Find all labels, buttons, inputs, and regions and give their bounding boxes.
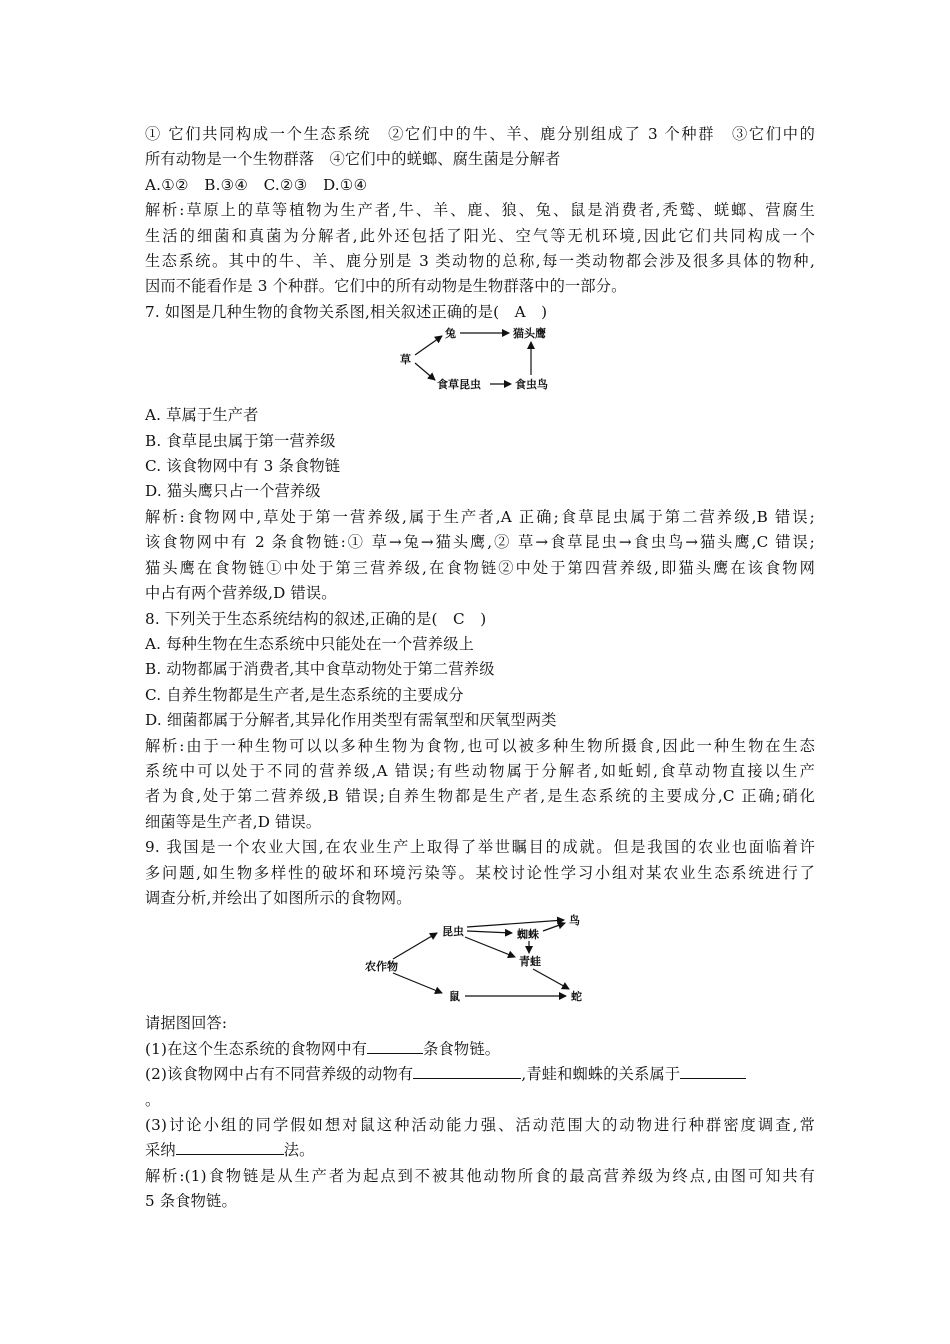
q8-option-b: B. 动物都属于消费者,其中食草动物处于第二营养级 bbox=[145, 660, 495, 679]
q7-analysis-line-4: 中占有两个营养级,D 错误。 bbox=[145, 584, 337, 603]
q8-analysis-line-2: 系统中可以处于不同的营养级,A 错误;有些动物属于分解者,如蚯蚓,食草动物直接以生产 bbox=[145, 761, 815, 780]
q9-food-web-figure bbox=[145, 911, 815, 1011]
arrow-spider-bird bbox=[543, 923, 565, 931]
q9-part-3-line-1: (3)讨论小组的同学假如想对鼠这种活动能力强、活动范围大的动物进行种群密度调查,常 bbox=[145, 1116, 815, 1134]
q8-analysis-line-4: 细菌等是生产者,D 错误。 bbox=[145, 812, 322, 831]
q8-option-c: C. 自养生物都是生产者,是生态系统的主要成分 bbox=[145, 685, 464, 704]
node-mouse: 鼠 bbox=[449, 990, 460, 1004]
node-insectivorous-bird: 食虫鸟 bbox=[515, 378, 548, 392]
node-snake: 蛇 bbox=[571, 990, 582, 1004]
q8-stem: 8. 下列关于生态系统结构的叙述,正确的是( C ) bbox=[145, 609, 487, 628]
q7-option-d: D. 猫头鹰只占一个营养级 bbox=[145, 482, 321, 501]
node-owl: 猫头鹰 bbox=[513, 327, 546, 341]
q9-part-2-text-a: (2)该食物网中占有不同营养级的动物有 bbox=[145, 1065, 414, 1084]
node-crop: 农作物 bbox=[365, 960, 398, 974]
q7-analysis-line-1: 解析:食物网中,草处于第一营养级,属于生产者,A 正确;食草昆虫属于第二营养级,B 错误; bbox=[145, 507, 815, 526]
arrow-frog-snake bbox=[533, 969, 569, 989]
q6-analysis-line-4: 因而不能看作是 3 个种群。它们中的所有动物是生物群落中的一部分。 bbox=[145, 277, 627, 296]
q9-part-3-text-b: 法。 bbox=[283, 1141, 315, 1160]
node-rabbit: 兔 bbox=[445, 327, 456, 341]
q7-option-c: C. 该食物网中有 3 条食物链 bbox=[145, 457, 341, 476]
arrow-grass-rabbit bbox=[415, 336, 442, 355]
q9-analysis-line-1: 解析:(1)食物链是从生产者为起点到不被其他动物所食的最高营养级为终点,由图可知共有 bbox=[145, 1166, 815, 1185]
q9-part-1-blank[interactable] bbox=[367, 1038, 423, 1054]
node-grass: 草 bbox=[400, 353, 411, 367]
q6-analysis-line-1: 解析:草原上的草等植物为生产者,牛、羊、鹿、狼、兔、鼠是消费者,秃鹫、蜣螂、营腐生 bbox=[145, 201, 815, 220]
q6-options: A.①② B.③④ C.②③ D.①④ bbox=[145, 175, 368, 194]
q9-analysis-line-2: 5 条食物链。 bbox=[145, 1192, 237, 1211]
q9-part-3-blank[interactable] bbox=[176, 1139, 284, 1155]
q9-part-1-text-b: 条食物链。 bbox=[423, 1039, 501, 1058]
arrow-insect-spider bbox=[467, 931, 512, 933]
q6-statement-line-1: ① 它们共同构成一个生态系统 ②它们中的牛、羊、鹿分别组成了 3 个种群 ③它们中的 bbox=[145, 125, 815, 143]
q9-part-2-text-b: ,青蛙和蜘蛛的关系属于 bbox=[521, 1065, 681, 1084]
node-frog: 青蛙 bbox=[519, 955, 541, 969]
q9-part-1 bbox=[145, 1037, 815, 1062]
arrow-crop-insect bbox=[393, 933, 437, 959]
q8-analysis-line-3: 者为食,处于第二营养级,B 错误;自养生物都是生产者,是生态系统的主要成分,C 正确;硝化 bbox=[145, 787, 815, 806]
arrow-crop-mouse bbox=[393, 973, 442, 993]
q6-analysis-line-2: 生活的细菌和真菌为分解者,此外还包括了阳光、空气等无机环境,因此它们共同构成一个 bbox=[145, 226, 815, 245]
node-herbivorous-insect: 食草昆虫 bbox=[437, 378, 481, 392]
q9-food-web-diagram bbox=[145, 911, 815, 1011]
q9-stem-line-3: 调查分析,并绘出了如图所示的食物网。 bbox=[145, 888, 412, 907]
arrow-insect-bird bbox=[467, 920, 564, 927]
q6-analysis-line-3: 生态系统。其中的牛、羊、鹿分别是 3 类动物的总称,每一类动物都会涉及很多具体的物种, bbox=[145, 252, 815, 271]
q7-analysis-line-2: 该食物网中有 2 条食物链:① 草→兔→猫头鹰,② 草→食草昆虫→食虫鸟→猫头鹰,C 错误; bbox=[145, 533, 815, 552]
node-spider: 蜘蛛 bbox=[517, 928, 539, 942]
q8-analysis-line-1: 解析:由于一种生物可以以多种生物为食物,也可以被多种生物所摄食,因此一种生物在生态 bbox=[145, 736, 815, 755]
document-page bbox=[145, 122, 815, 1215]
q7-option-a: A. 草属于生产者 bbox=[145, 406, 259, 425]
q9-part-1-text-a: (1)在这个生态系统的食物网中有 bbox=[145, 1039, 368, 1058]
q8-option-a: A. 每种生物在生态系统中只能处在一个营养级上 bbox=[145, 634, 474, 653]
arrow-insect-frog bbox=[465, 937, 515, 957]
q6-statement-line-2: 所有动物是一个生物群落 ④它们中的蜣螂、腐生菌是分解者 bbox=[145, 150, 561, 169]
q9-stem-line-1: 9. 我国是一个农业大国,在农业生产上取得了举世瞩目的成就。但是我国的农业也面临着许 bbox=[145, 838, 815, 857]
q9-part-2 bbox=[145, 1062, 815, 1087]
q7-analysis-line-3: 猫头鹰在食物链①中处于第三营养级,在食物链②中处于第四营养级,即猫头鹰在该食物网 bbox=[145, 558, 815, 577]
q9-stem-line-2: 多问题,如生物多样性的破坏和环境污染等。某校讨论性学习小组对某农业生态系统进行了 bbox=[145, 863, 815, 882]
q7-stem: 7. 如图是几种生物的食物关系图,相关叙述正确的是( A ) bbox=[145, 302, 548, 321]
q9-prompt: 请据图回答: bbox=[145, 1014, 228, 1033]
q9-part-2-end: 。 bbox=[145, 1090, 161, 1109]
q9-part-2-blank-1[interactable] bbox=[413, 1063, 521, 1079]
q9-part-2-blank-2[interactable] bbox=[680, 1063, 746, 1079]
q7-food-web-figure bbox=[145, 325, 815, 403]
q9-part-3-text-a: 采纳 bbox=[145, 1141, 176, 1160]
arrow-grass-insect bbox=[415, 363, 435, 380]
node-bird: 鸟 bbox=[569, 914, 580, 928]
q7-option-b: B. 食草昆虫属于第一营养级 bbox=[145, 431, 336, 450]
q7-food-web-diagram bbox=[145, 325, 815, 403]
node-insect: 昆虫 bbox=[442, 925, 464, 939]
q8-option-d: D. 细菌都属于分解者,其异化作用类型有需氧型和厌氧型两类 bbox=[145, 711, 557, 730]
q9-part-3-line-2 bbox=[145, 1138, 815, 1163]
